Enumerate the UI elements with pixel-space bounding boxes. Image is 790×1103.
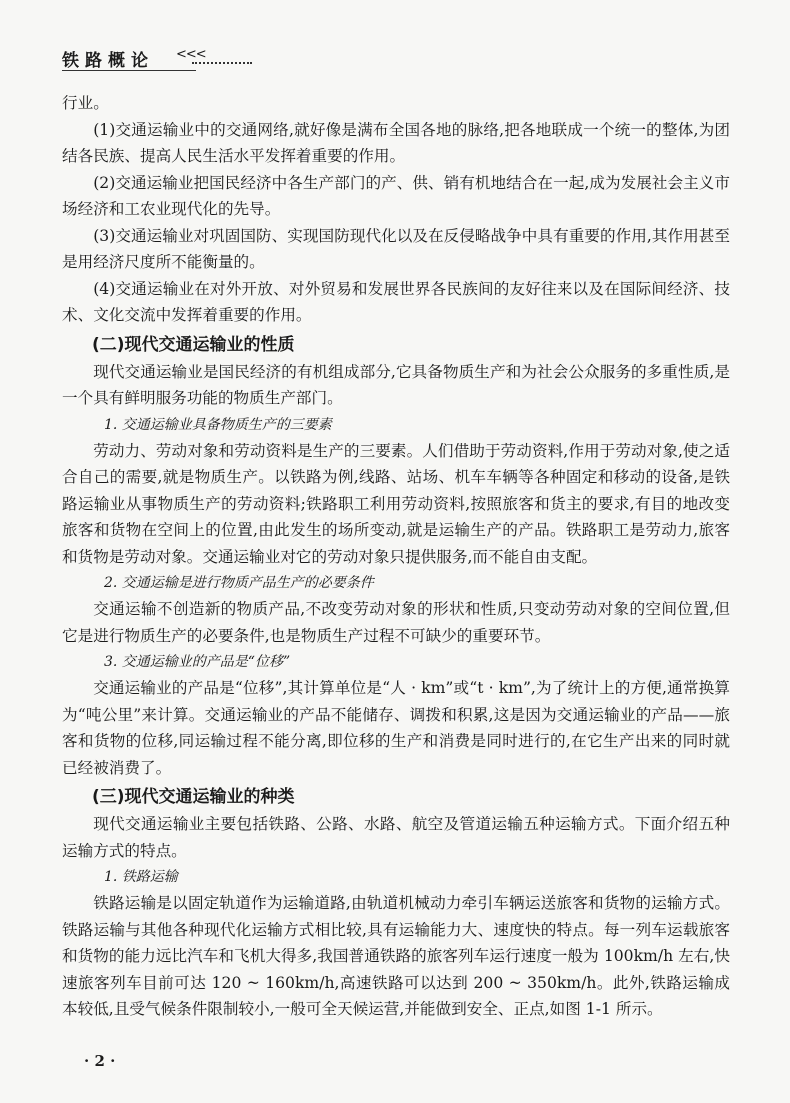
section-heading: (二)现代交通运输业的性质 [92,334,295,355]
header-underline [62,70,196,71]
paragraph: 行业。 [62,94,109,112]
subsection-heading: 2. 交通运输是进行物质产品生产的必要条件 [104,575,374,591]
paragraph: 铁路运输是以固定轨道作为运输道路,由轨道机械动力牵引车辆运送旅客和货物的运输方式。铁路运输与其他各种现代化运输方式相比较,具有运输能力大、速度快的特点。每一列车运载旅客和货物的能力远比汽车和飞机大得多,我国普通铁路的旅客列车运行速度一般为 100km/h 左右,快速旅客列车目前可达 120 ~ 160km/h,高速铁路可以达到 200 ~ 350km/h。此外,铁路运输成本较低,且受气候条件限制较小,一般可全天候运营,并能做到安全、正点,如图 1-1 所示。 [62,894,730,1018]
paragraph: 现代交通运输业主要包括铁路、公路、水路、航空及管道运输五种运输方式。下面介绍五种运输方式的特点。 [62,815,730,860]
page-body [62,90,730,1023]
paragraph: (4)交通运输业在对外开放、对外贸易和发展世界各民族间的友好往来以及在国际间经济、技术、文化交流中发挥着重要的作用。 [62,279,730,324]
section-heading: (三)现代交通运输业的种类 [92,787,295,807]
subsection-heading: 1. 铁路运输 [104,869,178,885]
paragraph: 交通运输不创造新的物质产品,不改变劳动对象的形状和性质,只变动劳动对象的空间位置,但它是进行物质生产的必要条件,也是物质生产过程不可缺少的重要环节。 [62,600,730,645]
subsection-heading: 3. 交通运输业的产品是“位移” [104,654,291,670]
paragraph: 劳动力、劳动对象和劳动资料是生产的三要素。人们借助于劳动资料,作用于劳动对象,使之适合自己的需要,就是物质生产。以铁路为例,线路、站场、机车车辆等各种固定和移动的设备,是铁路运输业从事物质生产的劳动资料;铁路职工利用劳动资料,按照旅客和货主的要求,有目的地改变旅客和货物在空间上的位置,由此发生的场所变动,就是运输生产的产品。铁路职工是劳动力,旅客和货物是劳动对象。交通运输业对它的劳动对象只提供服务,而不能自由支配。 [62,441,730,566]
paragraph: (3)交通运输业对巩固国防、实现国防现代化以及在反侵略战争中具有重要的作用,其作用甚至是用经济尺度所不能衡量的。 [62,226,730,271]
paragraph: 交通运输业的产品是“位移”,其计算单位是“人 · km”或“t · km”,为了统计上的方便,通常换算为“吨公里”来计算。交通运输业的产品不能储存、调拨和积累,这是因为交通运输业的产品——旅客和货物的位移,同运输过程不能分离,即位移的生产和消费是同时进行的,在它生产出来的同时就已经被消费了。 [62,679,730,777]
header-book-title: 铁路概论 [62,51,154,71]
page-number: · 2 · [84,1052,116,1070]
header-chevrons: <<< [176,47,206,62]
paragraph: (2)交通运输业把国民经济中各生产部门的产、供、销有机地结合在一起,成为发展社会主义市场经济和工农业现代化的先导。 [62,173,730,218]
running-header [62,46,742,76]
header-dotted-line [192,62,252,64]
paragraph: 现代交通运输业是国民经济的有机组成部分,它具备物质生产和为社会公众服务的多重性质,是一个具有鲜明服务功能的物质生产部门。 [62,362,730,407]
paragraph: (1)交通运输业中的交通网络,就好像是满布全国各地的脉络,把各地联成一个统一的整体,为团结各民族、提高人民生活水平发挥着重要的作用。 [62,120,730,165]
subsection-heading: 1. 交通运输业具备物质生产的三要素 [104,416,332,433]
